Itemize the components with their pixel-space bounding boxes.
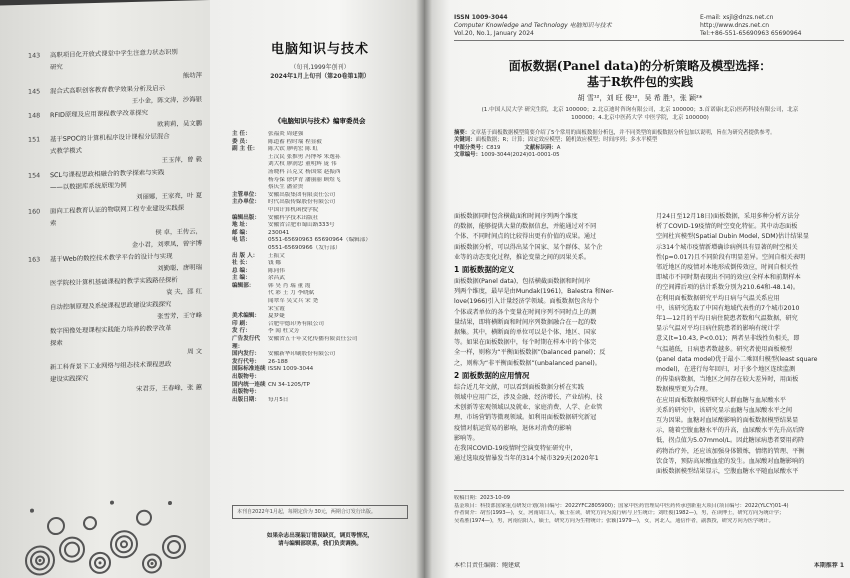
- body-line: 显示气温对平均日病住院患者的影响有统计学: [656, 325, 780, 333]
- board-value: 合肥中德印务有限公司: [268, 320, 324, 327]
- board-row: [232, 397, 408, 405]
- toc-page: [28, 337, 50, 350]
- board-row: [232, 290, 408, 298]
- body-line: 面板数据(Panel data)，包括横截面数据和时间序: [454, 278, 591, 286]
- keywords: 关键词：面板数据；R；计算；固定效应模型；随机效应模型；时间序列；多水平模型: [454, 137, 658, 144]
- board-key: 出 版 人：: [232, 252, 259, 259]
- toc-page: 163: [28, 255, 41, 264]
- body-line: 析了COVID-19疫情的时空变化特征。其中动态面板: [656, 223, 798, 231]
- toc-title: 混合式高职创客教育教学效果分析及启示: [50, 84, 166, 96]
- email: E-mail: xsjl@dnzs.net.cn: [700, 14, 774, 21]
- abstract: 摘要：文章基于面板数据模型简要介绍了5个常用的面板数据分析包，并不同类型的面板数据分析包加以说明，旨在为研究者提供参考。: [454, 130, 776, 136]
- board-value: 0551-65690966（发行部）: [268, 244, 341, 251]
- body-line: 示，随着空腹血糖水平的升高，血尿酸水平先升高后降: [656, 427, 805, 435]
- toc-author: 欧莉莉，吴文鹏: [157, 119, 202, 129]
- board-key: [232, 169, 268, 177]
- board-row: [232, 230, 408, 238]
- toc-page: [28, 325, 50, 338]
- toc-author: 刘丽娜，王家亮，叶 夏: [136, 191, 202, 201]
- toc-title: 基于SPOC的计算机程序设计课程分层混合: [50, 132, 170, 144]
- board-key: 主 任：: [232, 131, 251, 137]
- body-line: 即城市不同时期表现出不同的效应(全样本和前期样本: [656, 274, 801, 282]
- board-key: 主办单位：: [232, 199, 260, 206]
- body-line: 示314个城市疫情新增确诊病例具有显著的时空相关: [656, 243, 798, 251]
- board-value: 刘大权 廖润忠 董明辉 庞 伟: [268, 161, 337, 168]
- body-line: 邻近地区的疫情对本地形成倒传效应，时间自相关性: [656, 264, 799, 272]
- body-line: 性(p=0.017)且不同阶段有明显差异。空间自相关表明: [656, 253, 806, 261]
- body-line: 的数据，能够提供大量的数据信息，并能通过对不同: [454, 223, 597, 231]
- body-line: 之，则称为“非平衡面板数据”(unbalanced panel)。: [454, 359, 601, 367]
- body-line: 面板数据模型结果显示，空腹血糖水平随血尿酸水平: [656, 468, 799, 476]
- board-key: 地 址：: [232, 222, 251, 229]
- board-value: 安徽新华印刷股份有限公司: [268, 351, 336, 358]
- body-line: 在我国COVID-19疫情时空演变特征研究中，: [454, 445, 577, 453]
- journal-en: Computer Knowledge and Technology 电脑知识与技术: [454, 22, 612, 29]
- board-value: 安徽省合肥市蜀山路333号: [268, 222, 335, 229]
- board-value: 汤晓科 吕克文 杨国梁 赵振西: [268, 168, 341, 175]
- body-line: 据集。其中，横断面的单位可以是个体、地区、国家: [454, 329, 597, 337]
- body-line: 通过选取疫情暴发当年的314个城市329天(2020年1: [454, 455, 599, 463]
- body-line: 饮食等，预防高尿酸血症的发生。血尿酸对血糖影响的: [656, 457, 805, 465]
- body-line: 的传染病数据，当地区之间存在较大差异时，用面板: [656, 376, 799, 384]
- board-row: [232, 260, 408, 268]
- board-value: 宋宝霞: [268, 305, 285, 312]
- journal-header-right: [700, 14, 850, 38]
- board-value: 代 彩 王 力 李晓斌: [268, 290, 315, 297]
- toc-page: 143: [28, 51, 41, 60]
- body-line: 理、市场营销等微观领域。如利用面板数据研究新冠: [454, 414, 597, 422]
- body-line: 在利用面板数据研究平均日病与气温关系应用: [656, 294, 780, 302]
- issn: ISSN 1009-3044: [454, 14, 508, 21]
- board-row: [232, 253, 408, 261]
- board-row: [232, 283, 408, 291]
- board-key: 编辑出版：: [232, 214, 260, 221]
- board-key: [232, 154, 268, 162]
- toc-title: ——以数据库系统原理为例: [50, 181, 127, 192]
- body-line: 气温越低，日病患者数越多。研究者使用面板模型: [656, 345, 793, 353]
- toc-page: 145: [28, 87, 41, 96]
- board-key: [232, 290, 268, 298]
- body-line: 中，该研究选取了中国有地域代表性的7个城市2010: [656, 304, 800, 312]
- footnote-line: 吴希胜(1974—)，男，河南信阳人，硕士，研究方向为生物统计；张颖(1979—)，女，河北人，通信作者，副教授，研究方向为医学统计。: [454, 517, 774, 524]
- issue: 2024年1月上旬刊（第20卷第1期）: [270, 73, 370, 80]
- page-footer: [454, 562, 844, 570]
- board-key: 国内统一连续出版物号：: [232, 381, 266, 396]
- toc-title: 索: [50, 219, 57, 228]
- board-row: [232, 131, 408, 139]
- toc-title: 面向工程教育认证的物联网工程专业建设实践探: [50, 203, 185, 216]
- volume: Vol.20, No.1, January 2024: [454, 30, 534, 37]
- board-value: 韩 昊 肖 瑞 董 霞: [268, 282, 311, 289]
- toc-author: 王小金，陈文涛，沙海银: [131, 95, 202, 106]
- board-key: 电 话：: [232, 237, 251, 244]
- board-row: [232, 328, 408, 336]
- toc-page: [28, 217, 50, 230]
- board-key: 国内发行：: [232, 351, 260, 358]
- body-line: love(1966)引入计量经济学领域。面板数据包含每个: [454, 298, 599, 306]
- body-line: 术创新等宏观领域以及就业、家庭消费、人学、企业管: [454, 404, 603, 412]
- toc-author: 周 文: [187, 347, 202, 356]
- toc-page: [28, 361, 50, 374]
- body-line: 面板数据同时包含横截面和时间序列两个维度: [454, 213, 578, 220]
- editorial-board: [232, 116, 408, 404]
- board-row: [232, 207, 408, 215]
- board-row: [232, 275, 408, 283]
- body-line: 数据模型更为合理。: [656, 386, 712, 394]
- board-value: 安徽省五千年文化传播有限责任公司: [268, 336, 358, 343]
- board-key: [232, 184, 268, 192]
- board-key: 印 刷：: [232, 320, 251, 327]
- price-notice: 本刊自2022年1月起，每期定价为 30元，两期合订发行出版。: [232, 505, 408, 519]
- table-of-contents: [28, 45, 208, 398]
- board-value: 时代出版传媒股份有限公司: [268, 199, 336, 206]
- board-key: 发行代号：: [232, 358, 260, 365]
- toc-title: 式教学模式: [50, 146, 82, 156]
- footnote-line: 收稿日期：2023-10-09: [454, 495, 511, 501]
- toc-page: 154: [28, 171, 41, 180]
- board-value: 张福炎 周建强: [268, 131, 304, 137]
- board-row: [232, 336, 408, 351]
- board-value: 陈同伟: [268, 267, 285, 274]
- body-line: 领域中应用广泛，涉及金融、经济增长、产业结构、技: [454, 394, 603, 402]
- section-heading: 1 面板数据的定义: [454, 265, 515, 275]
- board-key: [232, 245, 268, 253]
- body-line: 列两个维度，最早是由Mundak(1961)，Balestra 和Ner-: [454, 288, 614, 296]
- footnote-line: 基金项目：科技部国家重点研发计划(项目编号：2022YFC2805900)；国家中医药管理局中医药传承创新重大项目(项目编号：2022(YLCY)01-4): [454, 502, 789, 509]
- body-line: model)，在进行每年回归，对于多个地区连续监测: [656, 366, 796, 374]
- toc-page: [28, 145, 50, 158]
- body-line: 低，拐点值为5.07mmol/L。因此糖尿病患者要用药降: [656, 437, 805, 445]
- body-line: 互为因果。血糖对血尿酸影响的面板数据模型结果显: [656, 417, 799, 425]
- board-value: 闻翠军 吴文兵 宋 尧: [268, 298, 319, 305]
- board-value: 王振文: [268, 252, 285, 259]
- toc-author: 熊幼萍: [182, 71, 202, 80]
- journal-name: 电脑知识与技术: [270, 42, 369, 57]
- board-key: 编辑部：: [232, 282, 255, 289]
- toc-title: 建设实践探究: [50, 374, 89, 384]
- masthead: [230, 38, 410, 81]
- board-key: 主管单位：: [232, 191, 260, 198]
- board-row: [232, 139, 408, 147]
- board-key: [232, 298, 268, 306]
- board-row: [232, 268, 408, 276]
- toc-page: 151: [28, 135, 41, 144]
- toc-page: [28, 373, 50, 386]
- board-row: [232, 382, 408, 397]
- authors: 胡 雪¹²，刘 旺 俊¹²，吴 希 胜¹，张 颖²*: [577, 94, 703, 102]
- website: http://www.dnzs.net.cn: [700, 22, 770, 29]
- board-row: [232, 298, 408, 306]
- board-row: [232, 366, 408, 381]
- body-line: 综合近几年文献，可以看到面板数据分析在实践: [454, 383, 584, 391]
- board-value: 中国计算机函授学院: [268, 206, 319, 213]
- toc-page: [28, 61, 50, 74]
- body-line: 量结果，即将横断面和时间序列数据融合在一起的数: [454, 318, 597, 326]
- body-line: 在应用面板数据模型研究人群血糖与血尿酸水平: [656, 396, 786, 404]
- body-line: 等。如果在面板数据中，每个时期在样本中的个体完: [454, 339, 597, 347]
- toc-author: 刘勤聪，唐明瑞: [157, 263, 202, 273]
- body-line: 疫情对航运贸易的影响，退休对消费的影响: [454, 424, 572, 432]
- abstract-block: [454, 130, 840, 160]
- article-number: 文章编号：1009-3044(2024)01-0001-05: [454, 152, 560, 159]
- board-value: 蔡庆生 潘金贵: [268, 184, 304, 191]
- board-value: 安徽出版集团有限责任公司: [268, 191, 336, 198]
- toc-page: [28, 181, 50, 194]
- board-value: 杨寿保 徐伊青 潘丽丽 顾煜飞: [268, 176, 341, 183]
- body-line: 个体或者单位的各个变量在时间序列不同时点上的测: [454, 308, 597, 316]
- section-heading: 2 面板数据的应用情况: [454, 370, 530, 380]
- body-column-right: [656, 212, 842, 477]
- toc-title: 新工科背景下工业网络与组态技术课程思政: [50, 360, 172, 372]
- board-value: 0551-65690963 65690964（编辑部）: [268, 237, 371, 244]
- board-value: 26-188: [268, 358, 288, 365]
- body-line: 空间杜宾模型(Spatial Dubin Model, SDM)估计结果显: [656, 233, 809, 241]
- toc-page: [28, 277, 50, 290]
- board-row: [232, 313, 408, 321]
- board-key: [232, 177, 268, 185]
- body-line: 月24日至12月18日)面板数据，采用多种分析方法分: [656, 213, 800, 220]
- toc-title: 探索: [50, 338, 63, 348]
- board-row: [232, 184, 408, 192]
- article-title: 面板数据(Panel data)的分析策略及模型选择： 基于R软件包的实践: [508, 59, 772, 89]
- body-column-left: [454, 212, 640, 464]
- board-key: 国际标准连续出版物号：: [232, 366, 266, 380]
- board-value: 陈道蓄 程时端 程显毅: [268, 138, 322, 145]
- board-row: [232, 215, 408, 223]
- founded: （旬刊,1999年创刊）: [290, 64, 350, 71]
- board-row: [232, 199, 408, 207]
- board-key: [232, 207, 268, 215]
- body-line: 意义(t=10.43, P<0.01)；两者呈非线性负相关，即: [656, 335, 800, 343]
- body-line: 关系的研究中，该研究显示血糖与血尿酸水平之间: [656, 406, 793, 414]
- toc-title: RFID原理及应用课程教学改革探究: [50, 108, 148, 120]
- board-value: 安徽科学技术出版社: [268, 214, 319, 221]
- body-line: 全一样，则称为“平衡面板数据”(balanced panel)；反: [454, 349, 606, 357]
- board-key: 委 员：: [232, 138, 251, 145]
- body-line: 年1—12月的平均日病住院患者数和气温数据，研究: [656, 315, 798, 323]
- footer-recommend: 本期推荐 1: [813, 562, 844, 569]
- board-key: [232, 161, 268, 169]
- board-key: 出版日期：: [232, 396, 260, 403]
- journal-header-left: [454, 14, 654, 38]
- board-value: CN 34-1205/TP: [268, 381, 310, 388]
- toc-author: 金小君，刘翠凤，曾宇博: [131, 239, 202, 250]
- board-value: 夏梦婕: [268, 313, 285, 320]
- affiliations: (1.中国人民大学 研究生院，北京 100000；2.北京迪时咨询有限公司，北京 100000；3.首诺康(北京)医药科技有限公司，北京 100000；4.北京中医药大学 中医学院，北京 100000): [481, 107, 799, 121]
- toc-title: 基于Web的数控技术教学平台的设计与实现: [50, 251, 173, 264]
- column-editor: 本栏目责任编辑：鲍建斌: [454, 562, 521, 569]
- board-key: 总 编：: [232, 267, 251, 274]
- board-key: 美术编辑：: [232, 313, 260, 320]
- board-value: 王汉民 张推勇 冯博琴 朱逸荪: [268, 153, 341, 160]
- toc-page: 148: [28, 111, 41, 120]
- board-row: [232, 321, 408, 329]
- footnote-line: 作者简介：胡雪(1993—)，女，河南周口人，硕士在读，研究方向为流行病与卫生统计；刘旺俊(1982—)，男，在读博士，研究方向为统计学；: [454, 510, 785, 517]
- body-line: 面板数据分析，可以得出某个国家、某个群体、某个企: [454, 243, 603, 251]
- board-key: 主 编：: [232, 275, 251, 282]
- board-value: 每月5日: [268, 396, 289, 403]
- toc-title: 数字图像处理课程实践能力培养的教学改革: [50, 324, 172, 336]
- board-row: [232, 237, 408, 245]
- classification: 中图分类号：C819 文献标识码：A: [454, 144, 561, 151]
- board-value: ISSN 1009-3044: [268, 366, 314, 373]
- board-row: [232, 177, 408, 185]
- board-row: [232, 351, 408, 359]
- toc-author: 宋君芬，王春峰，张 蕙: [136, 383, 202, 393]
- body-line: 业等的动态变化过程，推论变量之间的因果关系。: [454, 253, 591, 261]
- board-key: 副 主 任：: [232, 146, 259, 153]
- replacement-note: 如果杂志出现装订错误缺页，调页等情况， 请与编辑部联系，我们负责调换。: [266, 533, 374, 547]
- body-line: 的空间滞后项的估计系数分别为210.64和-48.14)。: [656, 284, 800, 292]
- body-line: (panel data model)优于最小二乘回归模型(least square: [656, 355, 818, 363]
- board-row: [232, 222, 408, 230]
- board-value: 钱 娜: [268, 260, 281, 267]
- toc-author: 袁 夫，邵 红: [165, 287, 202, 297]
- board-row: [232, 245, 408, 253]
- board-key: 社 长：: [232, 260, 251, 267]
- toc-page: 160: [28, 207, 41, 216]
- board-key: 邮 编：: [232, 229, 251, 236]
- decorative-circles: [20, 487, 190, 578]
- body-line: 个体、不同时间点的比较得出更有价值的成果。通过: [454, 233, 597, 241]
- toc-title: SCL与课程思政相融合的教学探索与实践: [50, 168, 165, 180]
- board-key: 广告发行代理：: [232, 336, 260, 350]
- board-row: [232, 146, 408, 154]
- board-value: 李 闻 杜文芳: [268, 328, 300, 335]
- toc-title: 医学院校计算机基础课程的教学实践路径探析: [50, 275, 178, 288]
- board-value: 陈大钦 廖明宏 陈 虹: [268, 146, 319, 153]
- board-row: [232, 154, 408, 162]
- left-page: [0, 0, 210, 578]
- board-title: 《电脑知识与技术》编审委员会: [274, 117, 366, 125]
- body-line: 药物治疗外，还应该加强身体锻炼，情绪的管理、平衡: [656, 447, 805, 455]
- toc-title: 自动控制原理及系统课程思政建设实践探究: [50, 300, 172, 312]
- board-value: 230041: [268, 229, 290, 236]
- toc-page: [28, 301, 50, 314]
- book-gutter: [416, 0, 432, 578]
- board-value: 余昌武: [268, 275, 285, 282]
- toc-title: 高职项目化开放式课堂中学生注意力状态识别: [50, 47, 178, 60]
- toc-author: 王玉萍，曾 毅: [161, 155, 202, 165]
- body-line: 影响等。: [454, 434, 479, 442]
- board-row: [232, 161, 408, 169]
- telephone: Tel:+86-551-65690963 65690964: [700, 30, 802, 37]
- board-row: [232, 169, 408, 177]
- toc-title: 研究: [50, 62, 63, 72]
- toc-author: 张雪芳，王守峰: [157, 311, 202, 321]
- footnotes: [454, 490, 844, 525]
- header-rule: [454, 40, 844, 41]
- board-key: 发 行：: [232, 328, 251, 335]
- toc-author: 侯 卓，王传云，: [155, 227, 202, 237]
